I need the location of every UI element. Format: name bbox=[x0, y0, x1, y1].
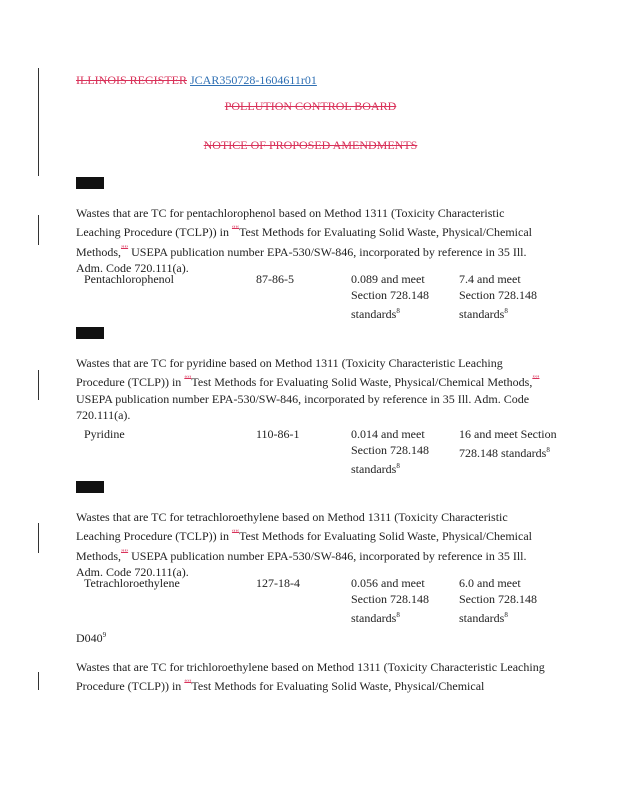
section-text: Wastes that are TC for tetrachloroethylene based on Method 1311 (Toxicity Characteristic Leaching Procedure (TCLP)) in ““Test Methods for Evaluating Solid Waste, Physical/Chemical Methods,”” USEPA publication number EPA-530/SW-846, incorporated by reference in 35 Ill. Adm. Code 720.111(a). bbox=[76, 510, 532, 580]
waste-code: $D040^9$ bbox=[76, 631, 107, 645]
change-bar bbox=[38, 672, 39, 690]
register-id: JCAR350728-1604611r01 bbox=[190, 73, 317, 87]
change-bar bbox=[38, 215, 39, 245]
redacted-code bbox=[76, 327, 104, 339]
change-bar bbox=[38, 370, 39, 400]
redacted-code bbox=[76, 177, 104, 189]
section-text: Wastes that are TC for pentachlorophenol based on Method 1311 (Toxicity Characteristic Leaching Procedure (TCLP)) in ““Test Methods for Evaluating Solid Waste, Physical/Chemical Methods,”” USEPA publication number EPA-530/SW-846, incorporated by reference in 35 Ill. Adm. Code 720.111(a). bbox=[76, 206, 532, 276]
notice-title: NOTICE OF PROPOSED AMENDMENTS bbox=[203, 138, 418, 152]
change-bar bbox=[38, 523, 39, 553]
redacted-code bbox=[76, 481, 104, 493]
register-strike: ILLINOIS REGISTER bbox=[76, 73, 187, 87]
section-text: Wastes that are TC for pyridine based on Method 1311 (Toxicity Characteristic Leaching Procedure (TCLP)) in ““Test Methods for Evaluating Solid Waste, Physical/Chemical Methods,”” USEPA publication number EPA-530/SW-846, incorporated by reference in 35 Ill. Adm. Code 720.111(a). bbox=[76, 356, 540, 423]
register-header bbox=[76, 73, 317, 88]
document-page: ILLINOIS REGISTER JCAR350728-1604611r01 POLLUTION CONTROL BOARD NOTICE OF PROPOSED AMENDMENTS Wastes that are TC for pentachlorophenol based on Method 1311 (Toxicity Characteristic Leaching Procedure (TCLP)) in ““Test Methods for Evaluating Solid Waste, Physical/Chemical Methods,”” USEPA publication number EPA-530/SW-846, incorporated by reference in 35 Ill. Adm. Code 720.111(a). Pentachlorophenol 87-86-5 0.089 and meet Section 728.148 standards$^8$ 7.4 and meet Section 728.148 standards$^8$ Wastes that are TC for pyridine based on Method 1311 (Toxicity Characteristic Leaching Procedure (TCLP)) in ““Test Methods for Evaluating Solid Waste, Physical/Chemical Methods,”” USEPA publication number EPA-530/SW-846, incorporated by reference in 35 Ill. Adm. Code 720.111(a). Pyridine 110-86-1 0.014 and meet Section 728.148 standards$^8$ 16 and meet Section 728.148 standards$^8$ Wastes that are TC for tetrachloroethylene based on Method 1311 (Toxicity Characteristic Leaching Procedure (TCLP)) in ““Test Methods for Evaluating Solid Waste, Physical/Chemical Methods,”” USEPA publication number EPA-530/SW-846, incorporated by reference in 35 Ill. Adm. Code 720.111(a). Tetrachloroethylene 127-18-4 0.056 and meet Section 728.148 standards$^8$ 6.0 and meet Section 728.148 standards$^8$ $D040^9$ Wastes that are TC for trichloroethylene based on Method 1311 (Toxicity Characteristic Leaching Procedure (TCLP)) in ““Test Methods for Evaluating Solid Waste, Physical/Chemical bbox=[0, 0, 621, 800]
section-text: Wastes that are TC for trichloroethylene based on Method 1311 (Toxicity Characteristic Leaching Procedure (TCLP)) in ““Test Methods for Evaluating Solid Waste, Physical/Chemical bbox=[76, 660, 545, 694]
change-bar bbox=[38, 68, 39, 176]
board-title: POLLUTION CONTROL BOARD bbox=[224, 99, 397, 113]
